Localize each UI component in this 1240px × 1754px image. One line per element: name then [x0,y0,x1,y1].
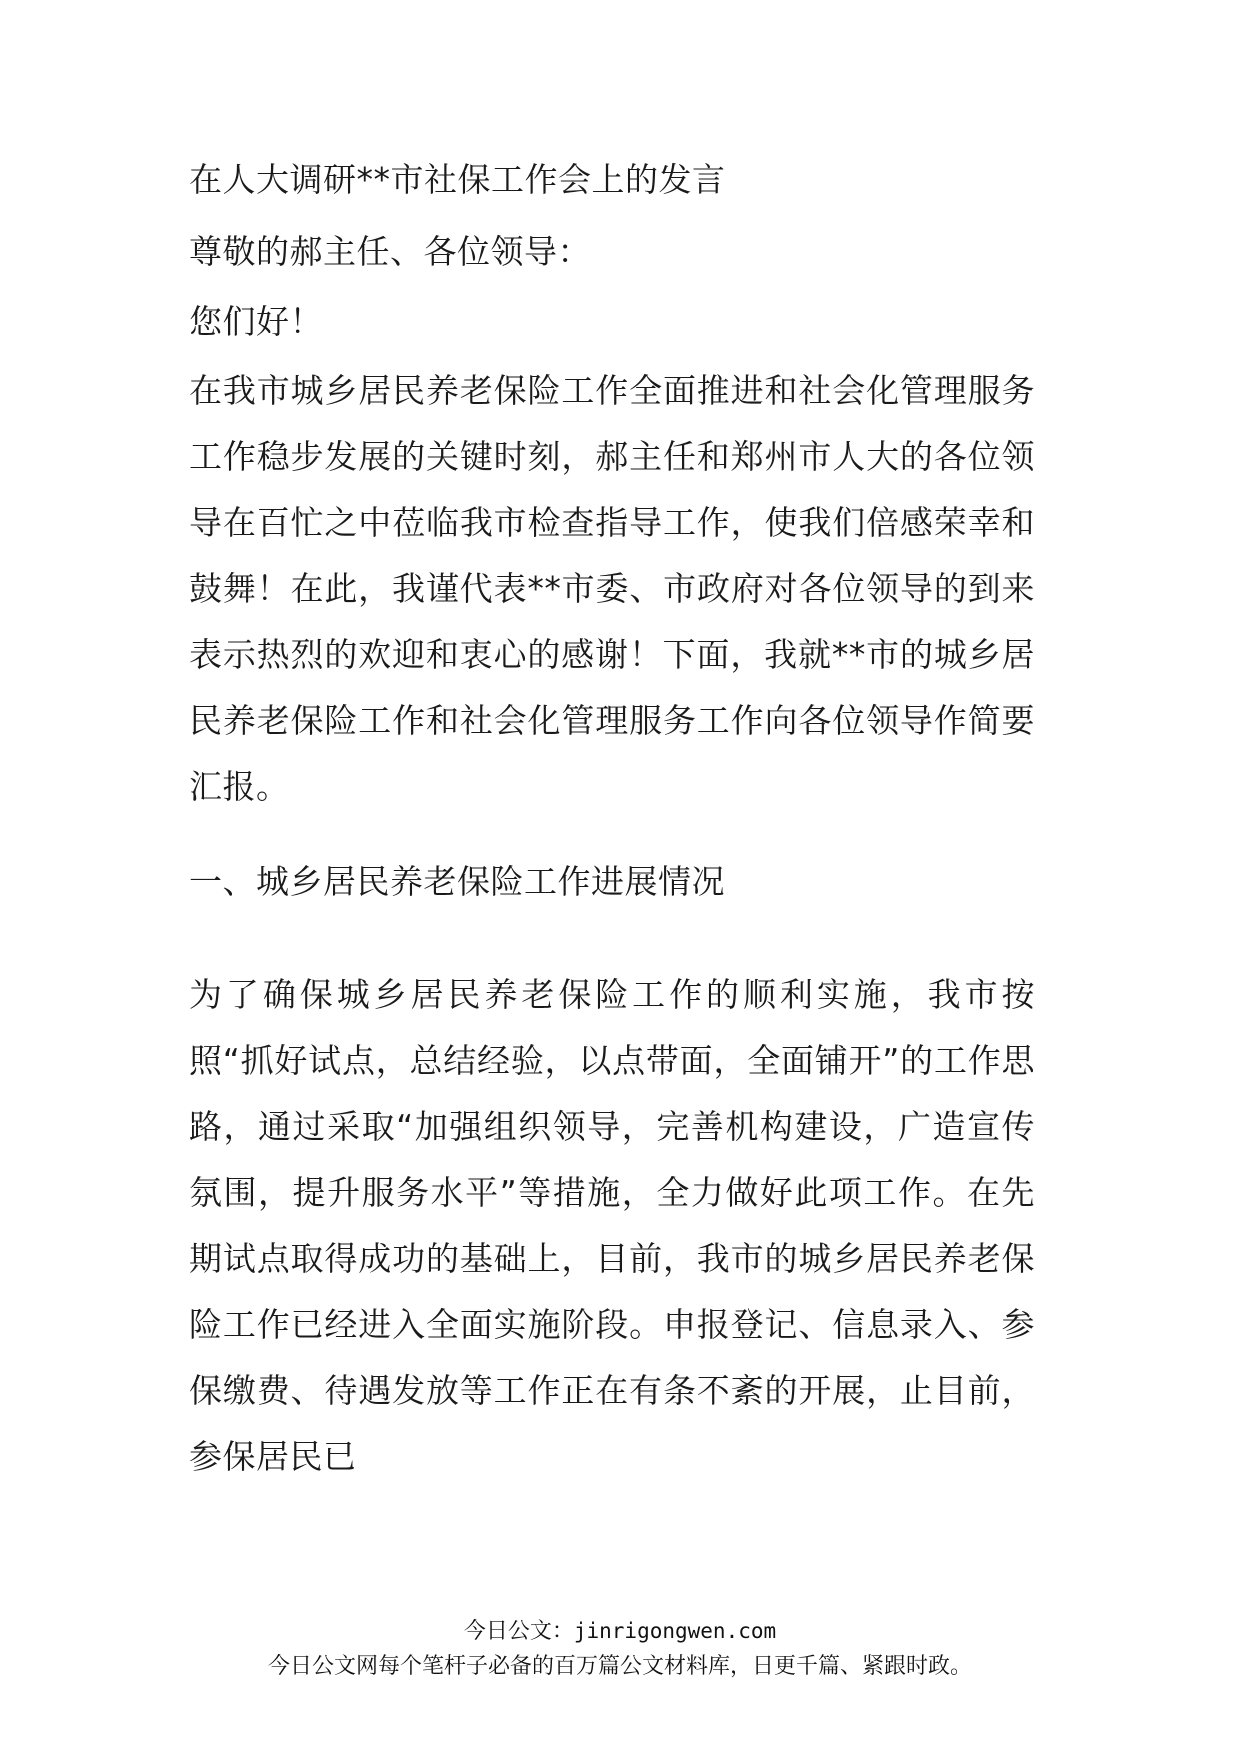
document-title: 在人大调研**市社保工作会上的发言 [189,160,726,199]
intro-paragraph: 在我市城乡居民养老保险工作全面推进和社会化管理服务工作稳步发展的关键时刻，郝主任和郑州市人大的各位领导在百忙之中莅临我市检查指导工作，使我们倍感荣幸和鼓舞！在此，我谨代表**市委、市政府对各位领导的到来表示热烈的欢迎和衷心的感谢！下面，我就**市的城乡居民养老保险工作和社会化管理服务工作向各位领导作简要汇报。 [189,371,1035,806]
footer-site-link[interactable]: jinrigongwen.com [573,1619,777,1643]
section-paragraph: 为了确保城乡居民养老保险工作的顺利实施，我市按照“抓好试点，总结经验，以点带面，全面铺开”的工作思路，通过采取“加强组织领导，完善机构建设，广造宣传氛围，提升服务水平”等措施，全力做好此项工作。在先期试点取得成功的基础上，目前，我市的城乡居民养老保险工作已经进入全面实施阶段。申报登记、信息录入、参保缴费、待遇发放等工作正在有条不紊的开展，止目前，参保居民已 [189,975,1035,1476]
greeting: 您们好！ [189,302,323,341]
salutation: 尊敬的郝主任、各位领导： [189,232,591,271]
footer-site [0,1616,1240,1647]
footer-site-label: 今日公文： [463,1619,574,1644]
section-heading: 一、城乡居民养老保险工作进展情况 [189,862,725,901]
footer-slogan: 今日公文网每个笔杆子必备的百万篇公文材料库，日更千篇、紧跟时政。 [267,1654,972,1679]
